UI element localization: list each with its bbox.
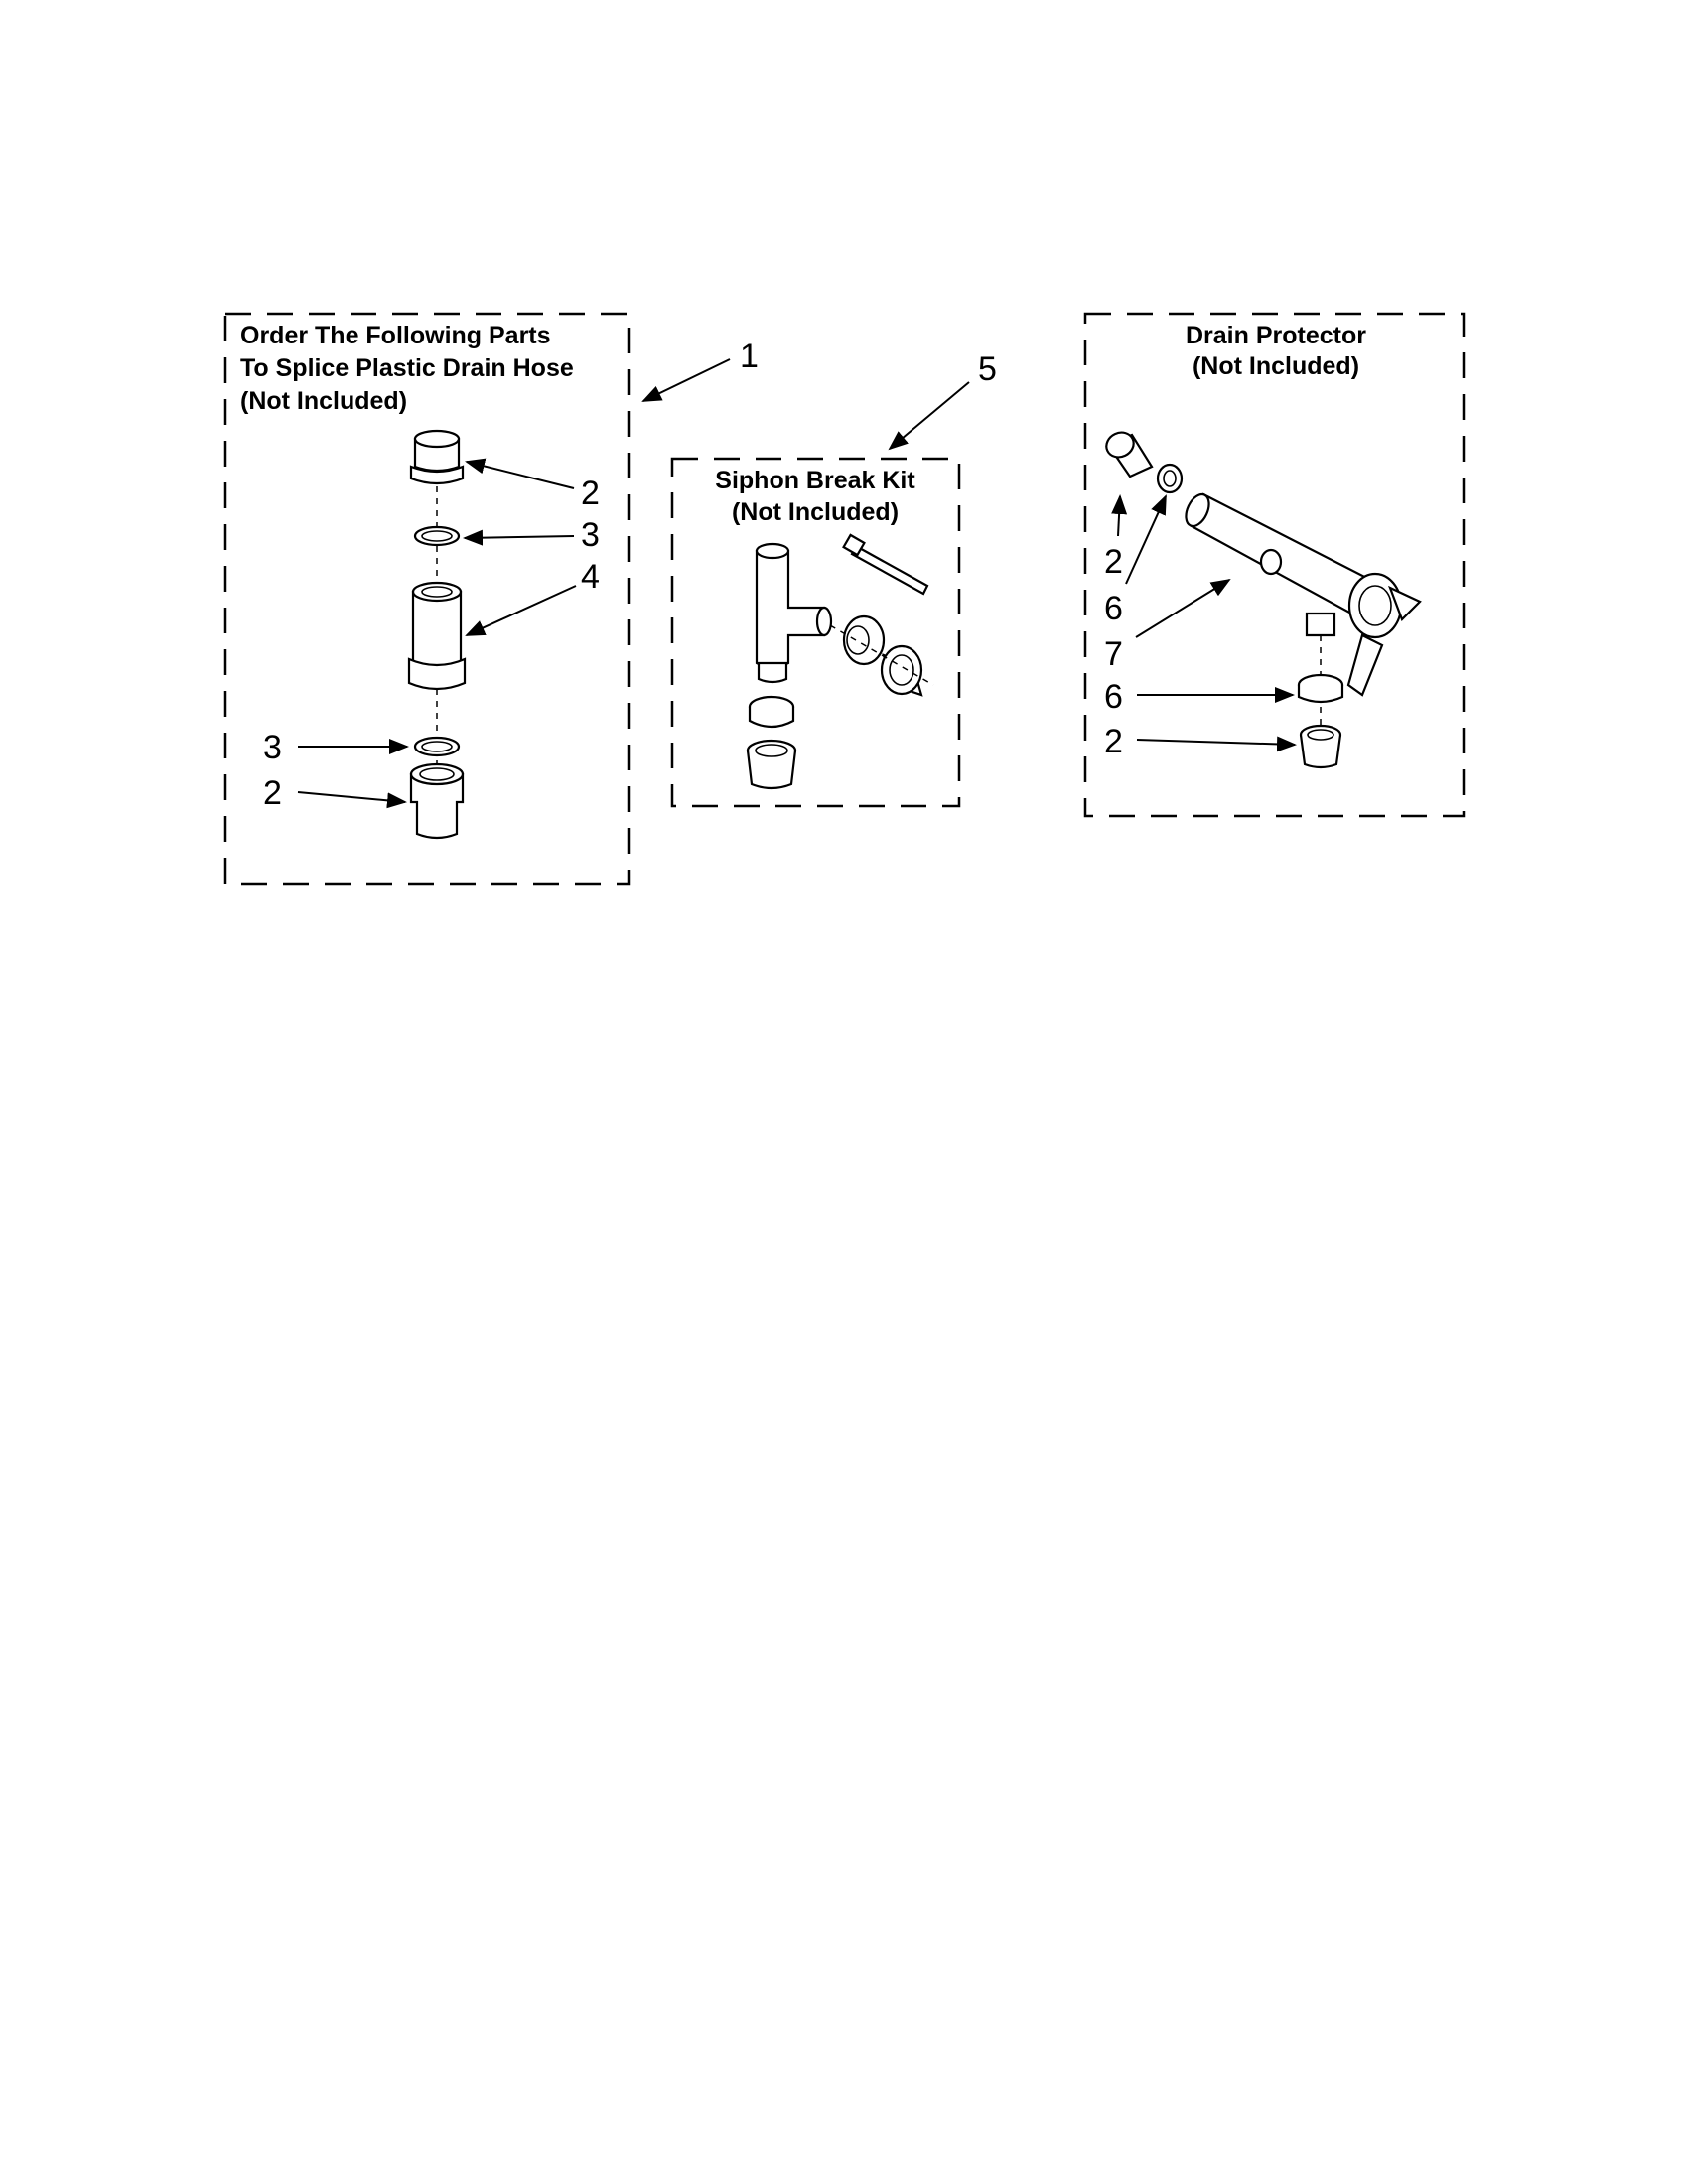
splice-callout-clamp-bottom: 3 xyxy=(263,729,282,766)
hose-coupling-bottom xyxy=(411,764,463,838)
drain-protector-callout-coupling-top: 2 xyxy=(1104,543,1123,581)
drain-protector-callout-body: 7 xyxy=(1104,635,1123,673)
drain-protector-callout-ring-top: 6 xyxy=(1104,590,1123,627)
hose-clamp-bottom xyxy=(415,738,459,755)
siphon-adapter xyxy=(882,646,921,695)
drain-protector-coupling-top xyxy=(1102,428,1152,477)
splice-kit-title-line-1: Order The Following Parts xyxy=(240,322,551,349)
hose-clamp-top xyxy=(415,527,459,545)
drain-protector-body xyxy=(1182,490,1420,695)
siphon-break-kit-leader xyxy=(890,382,969,449)
splice-kit-box xyxy=(225,314,759,884)
splice-callout-clamp-top: 3 xyxy=(581,516,600,554)
hose-coupling-top xyxy=(411,431,463,483)
drain-protector-ring-top xyxy=(1158,465,1182,492)
siphon-break-kit-ref-number: 5 xyxy=(978,350,997,388)
siphon-cup xyxy=(748,741,795,788)
drain-protector-title-line-2: (Not Included) xyxy=(1192,352,1360,380)
siphon-break-kit-box xyxy=(672,350,997,806)
splice-kit-title-line-3: (Not Included) xyxy=(240,387,408,415)
splice-callout-connector: 4 xyxy=(581,558,600,596)
drain-protector-box xyxy=(1085,314,1464,816)
siphon-break-kit-title-line-1: Siphon Break Kit xyxy=(715,467,915,494)
splice-callout-coupling-bottom: 2 xyxy=(263,774,282,812)
splice-kit-leader xyxy=(643,359,730,401)
hose-connector xyxy=(409,583,465,689)
siphon-tee xyxy=(757,544,831,682)
splice-kit-ref-number: 1 xyxy=(740,338,759,375)
splice-callout-coupling-top: 2 xyxy=(581,475,600,512)
drain-protector-title-line-1: Drain Protector xyxy=(1186,322,1366,349)
siphon-break-kit-title-line-2: (Not Included) xyxy=(731,498,900,526)
siphon-cable-tie xyxy=(844,535,927,594)
drain-protector-ring-bottom xyxy=(1299,675,1342,702)
siphon-nut xyxy=(844,616,884,664)
drain-protector-callout-ring-bottom: 6 xyxy=(1104,678,1123,716)
siphon-ring xyxy=(750,697,793,727)
splice-kit-title-line-2: To Splice Plastic Drain Hose xyxy=(240,354,574,382)
drain-protector-coupling-bottom xyxy=(1301,726,1340,767)
drain-protector-callout-coupling-bottom: 2 xyxy=(1104,723,1123,760)
